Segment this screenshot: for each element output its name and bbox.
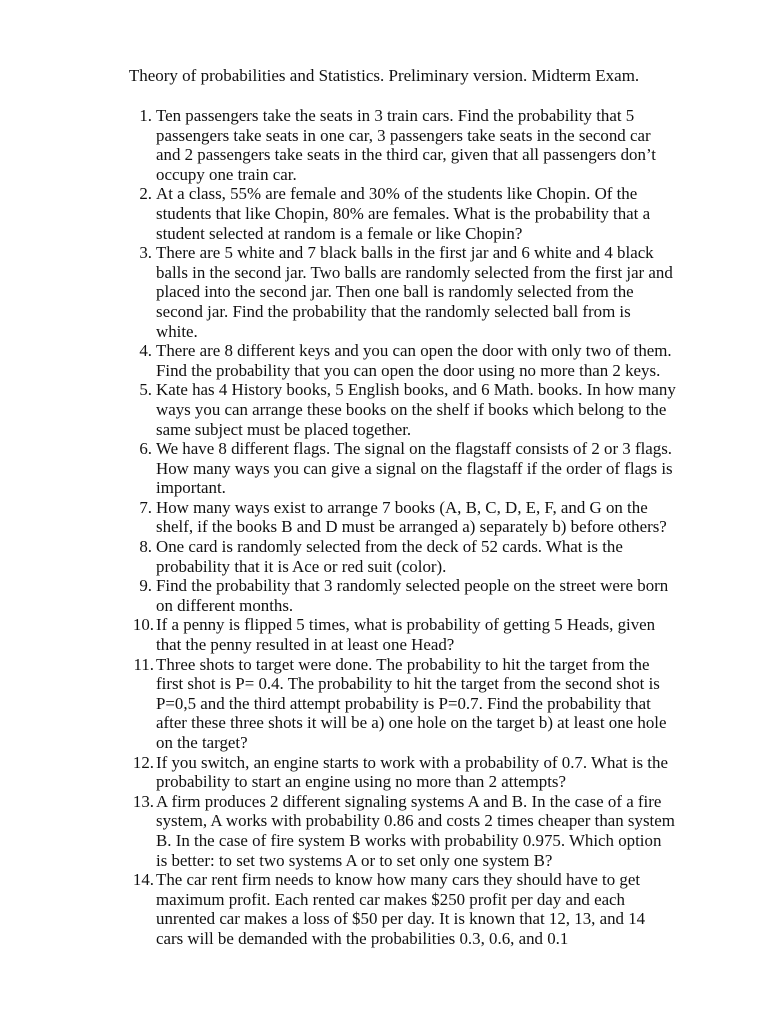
- question-text-line: important.: [156, 478, 226, 498]
- question-number: 6.: [139, 439, 152, 459]
- question-item: [0, 439, 768, 498]
- question-text-line: students that like Chopin, 80% are females. What is the probability that a: [156, 203, 651, 223]
- question-number: 4.: [139, 341, 152, 361]
- question-item: [0, 792, 768, 870]
- question-text-line: P=0,5 and the third attempt probability is P=0.7. Find the probability that: [156, 693, 651, 713]
- question-text-line: shelf, if the books B and D must be arranged a) separately b) before others?: [156, 517, 667, 537]
- question-text-line: If a penny is flipped 5 times, what is probability of getting 5 Heads, given: [156, 615, 656, 635]
- question-text-line: If you switch, an engine starts to work with a probability of 0.7. What is the: [156, 752, 668, 772]
- question-text-line: Find the probability that you can open the door using no more than 2 keys.: [156, 360, 661, 380]
- question-item: [0, 576, 768, 615]
- question-number: 5.: [139, 380, 152, 400]
- question-item: [0, 380, 768, 439]
- question-text-line: after these three shots it will be a) one hole on the target b) at least one hole: [156, 713, 667, 733]
- document-title: Theory of probabilities and Statistics. Preliminary version. Midterm Exam.: [128, 66, 640, 85]
- question-text-line: maximum profit. Each rented car makes $250 profit per day and each: [156, 889, 626, 909]
- question-text-line: that the penny resulted in at least one Head?: [156, 635, 455, 655]
- question-item: [0, 106, 768, 184]
- question-number: 8.: [139, 537, 152, 557]
- question-item: [0, 655, 768, 753]
- question-number: 12.: [132, 752, 154, 772]
- question-text-line: second jar. Find the probability that the randomly selected ball from is: [156, 301, 631, 321]
- question-text-line: placed into the second jar. Then one ball is randomly selected from the: [156, 282, 634, 302]
- question-text-line: system, A works with probability 0.86 and costs 2 times cheaper than system: [156, 811, 675, 831]
- question-number: 9.: [139, 576, 152, 596]
- question-item: [0, 537, 768, 576]
- question-text-line: How many ways exist to arrange 7 books (A, B, C, D, E, F, and G on the: [156, 497, 648, 517]
- question-text-line: How many ways you can give a signal on the flagstaff if the order of flags is: [156, 458, 673, 478]
- question-text-line: The car rent firm needs to know how many cars they should have to get: [156, 870, 641, 890]
- question-text-line: ways you can arrange these books on the shelf if books which belong to the: [156, 399, 667, 419]
- question-text-line: passengers take seats in one car, 3 passengers take seats in the second car: [156, 125, 651, 145]
- question-text-line: Find the probability that 3 randomly selected people on the street were born: [156, 576, 669, 596]
- question-text-line: B. In the case of fire system B works with probability 0.975. Which option: [156, 830, 662, 850]
- question-text-line: occupy one train car.: [156, 164, 297, 184]
- question-text-line: is better: to set two systems A or to set only one system B?: [156, 850, 553, 870]
- question-text-line: on different months.: [156, 595, 294, 615]
- question-text-line: probability that it is Ace or red suit (color).: [156, 556, 447, 576]
- question-text-line: on the target?: [156, 733, 248, 752]
- question-text-line: student selected at random is a female or like Chopin?: [156, 223, 523, 243]
- question-number: 7.: [139, 497, 152, 517]
- question-number: 14.: [132, 870, 154, 890]
- question-number: 13.: [132, 791, 154, 811]
- question-list: [0, 106, 768, 949]
- question-text-line: same subject must be placed together.: [156, 419, 412, 439]
- question-item: [0, 184, 768, 243]
- question-text-line: balls in the second jar. Two balls are randomly selected from the first jar and: [156, 262, 673, 282]
- question-number: 10.: [132, 615, 154, 635]
- question-text-line: One card is randomly selected from the deck of 52 cards. What is the: [156, 537, 623, 557]
- question-text-line: There are 5 white and 7 black balls in the first jar and 6 white and 4 black: [156, 243, 654, 263]
- question-text-line: We have 8 different flags. The signal on the flagstaff consists of 2 or 3 flags.: [156, 439, 673, 459]
- question-text-line: At a class, 55% are female and 30% of the students like Chopin. Of the: [156, 184, 638, 204]
- question-text-line: A firm produces 2 different signaling systems A and B. In the case of a fire: [156, 791, 662, 811]
- question-text-line: Ten passengers take the seats in 3 train cars. Find the probability that 5: [156, 106, 635, 125]
- question-number: 2.: [139, 184, 152, 204]
- question-text-line: white.: [156, 321, 198, 341]
- question-item: [0, 243, 768, 341]
- question-text-line: cars will be demanded with the probabilities 0.3, 0.6, and 0.1: [156, 928, 569, 948]
- question-text-line: There are 8 different keys and you can open the door with only two of them.: [156, 341, 672, 361]
- question-text-line: probability to start an engine using no more than 2 attempts?: [156, 772, 566, 792]
- question-number: 11.: [133, 654, 154, 674]
- question-item: [0, 615, 768, 654]
- question-text-line: Three shots to target were done. The probability to hit the target from the: [156, 654, 650, 674]
- question-text-line: Kate has 4 History books, 5 English books, and 6 Math. books. In how many: [156, 380, 676, 400]
- question-text-line: unrented car makes a loss of $50 per day. It is known that 12, 13, and 14: [156, 909, 646, 929]
- question-number: 3.: [139, 243, 152, 263]
- question-text-line: and 2 passengers take seats in the third car, given that all passengers don’t: [156, 145, 656, 165]
- question-item: [0, 341, 768, 380]
- question-number: 1.: [139, 106, 152, 125]
- question-text-line: first shot is P= 0.4. The probability to hit the target from the second shot is: [156, 674, 660, 694]
- question-item: [0, 870, 768, 948]
- question-item: [0, 498, 768, 537]
- question-item: [0, 753, 768, 792]
